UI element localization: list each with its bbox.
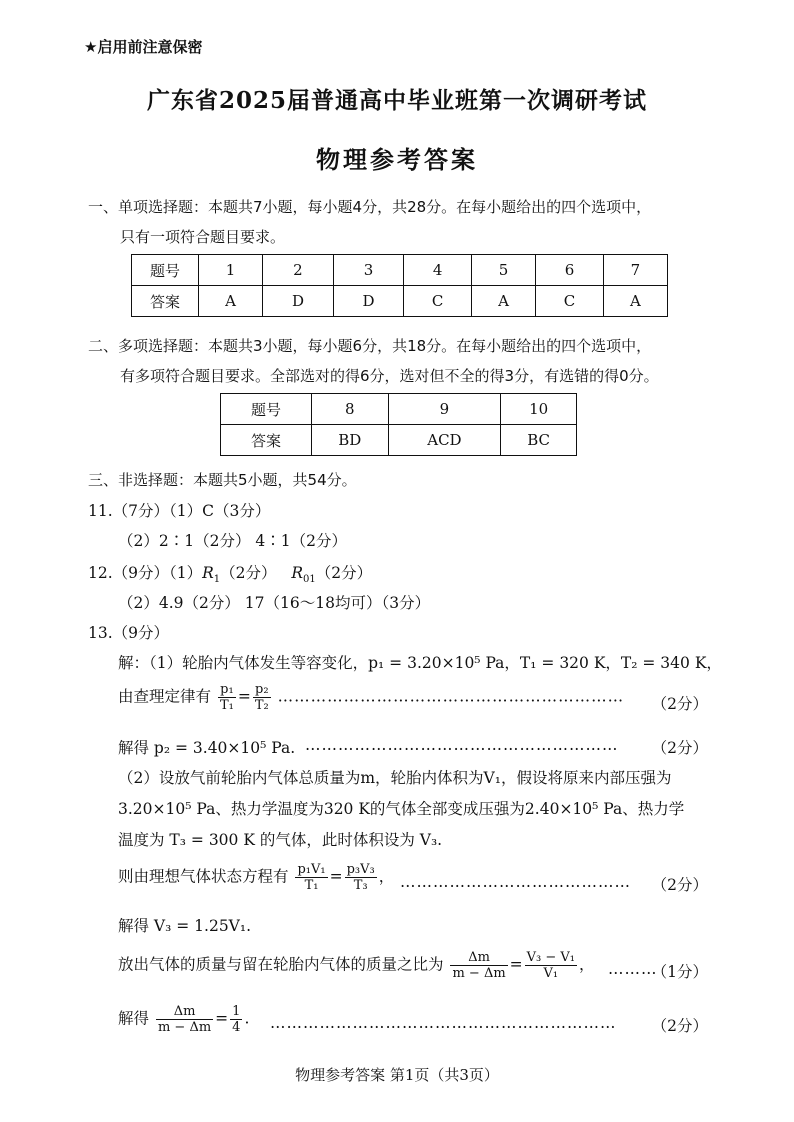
- denominator: T₂: [254, 698, 269, 713]
- page-footer: 物理参考答案 第1页（共3页）: [295, 1066, 499, 1084]
- denominator: 4: [232, 1020, 241, 1035]
- numerator: p₂: [253, 682, 271, 698]
- q13-line9-text: 放出气体的质量与留在轮胎内气体的质量之比为: [118, 955, 444, 974]
- answer-cell: ACD: [388, 425, 501, 456]
- numerator: p₁: [218, 682, 236, 698]
- q13-line5: 3.20×10⁵ Pa、热力学温度为320 K的气体全部变成压强为2.40×10⁵ Pa、热力学: [118, 800, 685, 818]
- answer-cell: A: [603, 286, 667, 317]
- section1-heading: 一、单项选择题：本题共7小题，每小题4分，共28分。在每小题给出的四个选项中，: [88, 198, 652, 216]
- answer-key-title: 物理参考答案: [316, 145, 478, 174]
- confidential-note: ★启用前注意保密: [84, 38, 203, 56]
- answer-cell: A: [199, 286, 263, 317]
- row-label: 题号: [132, 255, 199, 286]
- numerator: 1: [232, 1004, 241, 1019]
- question-number: 1: [199, 255, 263, 286]
- q11-line2: （2）2∶1（2分） 4∶1（2分）: [118, 532, 347, 550]
- section1-answer-table: [131, 254, 668, 317]
- row-label: 题号: [221, 394, 312, 425]
- question-number: 3: [333, 255, 404, 286]
- section3-heading: 三、非选择题：本题共5小题，共54分。: [88, 471, 357, 489]
- question-number: 8: [312, 394, 389, 425]
- fraction: [295, 862, 327, 893]
- question-number: 9: [388, 394, 501, 425]
- table-row: [132, 255, 668, 286]
- resistor-r1-sub: 1: [213, 574, 221, 586]
- leader-dots: ………………………………………………………: [270, 1014, 617, 1032]
- section2-heading: 二、多项选择题：本题共3小题，每小题6分，共18分。在每小题给出的四个选项中，: [88, 337, 652, 355]
- table-row: [221, 394, 577, 425]
- denominator: m − Δm: [157, 1020, 212, 1035]
- q13-line8: 解得 V₃ = 1.25V₁.: [118, 917, 252, 935]
- fraction: [218, 682, 236, 713]
- q12-points1: （2分）: [220, 564, 277, 582]
- q13-line9: 放出气体的质量与留在轮胎内气体的质量之比为 $\frac{\Delta m}{m - \Delta m}$ = $\frac{\text{V₃ − V₁}}{\text{V₁}}$ ，: [118, 950, 595, 981]
- leader-dots: …………………………………………………: [305, 736, 619, 754]
- q13-line3-points: （2分）: [651, 739, 708, 757]
- leader-dots: ………: [608, 960, 658, 978]
- denominator: T₁: [304, 878, 319, 893]
- question-number: 5: [471, 255, 535, 286]
- answer-cell: C: [404, 286, 472, 317]
- q13-line6: 温度为 T₃ = 300 K 的气体，此时体积设为 V₃.: [118, 831, 443, 849]
- q11-line1: 11.（7分）（1）C（3分）: [88, 502, 271, 520]
- q12-part1: 12.（9分）（1）: [88, 564, 203, 582]
- q13-line10-text: 解得: [118, 1009, 150, 1028]
- answer-cell: D: [333, 286, 404, 317]
- resistor-r1: R: [202, 564, 214, 582]
- exam-title: 广东省2025届普通高中毕业班第一次调研考试: [146, 87, 647, 114]
- q13-heading: 13.（9分）: [88, 624, 170, 642]
- row-label: 答案: [132, 286, 199, 317]
- numerator: V₃ − V₁: [526, 950, 576, 965]
- q12-line2: （2）4.9（2分） 17（16～18均可）（3分）: [118, 594, 431, 612]
- q12-points2: （2分）: [315, 564, 373, 582]
- question-number: 2: [263, 255, 334, 286]
- answer-cell: BD: [312, 425, 389, 456]
- q13-line1: 解：（1）轮胎内气体发生等容变化，p₁ = 3.20×10⁵ Pa，T₁ = 320 K，T₂ = 340 K，: [118, 654, 722, 672]
- section2-answer-table: [220, 393, 577, 456]
- numerator: Δm: [450, 950, 507, 966]
- leader-dots: ………………………………………………………: [277, 687, 625, 706]
- q12-line1: [88, 561, 372, 585]
- q13-line7-points: （2分）: [651, 876, 708, 894]
- leader-dots: ……………………………………: [400, 873, 631, 891]
- answer-cell: D: [263, 286, 334, 317]
- fraction: [525, 950, 577, 981]
- table-row: [132, 286, 668, 317]
- q13-line7-text: 则由理想气体状态方程有: [118, 867, 289, 886]
- fraction: [450, 950, 507, 981]
- fraction: [345, 862, 377, 893]
- fraction: [230, 1004, 242, 1035]
- section2-heading-2: 有多项符合题目要求。全部选对的得6分，选对但不全的得3分，有选错的得0分。: [120, 367, 659, 385]
- resistor-r01-sub: 01: [303, 574, 316, 586]
- answer-cell: C: [536, 286, 604, 317]
- question-number: 7: [603, 255, 667, 286]
- answer-cell: BC: [501, 425, 577, 456]
- denominator: V₁: [543, 966, 559, 981]
- q13-line3: 解得 p₂ = 3.40×10⁵ Pa.: [118, 739, 296, 757]
- q13-line7: 则由理想气体状态方程有 $\frac{\text{p₁V₁}}{\text{T₁}}$ = $\frac{\text{p₃V₃}}{\text{T₃}}$ ，: [118, 862, 395, 893]
- q13-line10-points: （2分）: [651, 1017, 708, 1035]
- denominator: T₁: [219, 698, 234, 713]
- q13-line2-points: （2分）: [651, 695, 708, 713]
- question-number: 4: [404, 255, 472, 286]
- q13-line2-text: 由查理定律有: [118, 687, 212, 706]
- answer-cell: A: [471, 286, 535, 317]
- question-number: 10: [501, 394, 577, 425]
- section1-heading-2: 只有一项符合题目要求。: [120, 228, 286, 246]
- fraction: [253, 682, 271, 713]
- fraction: [156, 1004, 213, 1035]
- q13-line2: 由查理定律有 $\frac{\text{p₁}}{\text{T₁}}$ = $\frac{\text{p₂}}{\text{T₂}}$ ………………………………………………………: [118, 682, 625, 713]
- numerator: p₃V₃: [346, 862, 375, 877]
- q13-line9-points: （1分）: [651, 963, 708, 981]
- numerator: Δm: [156, 1004, 213, 1020]
- denominator: m − Δm: [452, 966, 506, 981]
- question-number: 6: [536, 255, 604, 286]
- numerator: p₁V₁: [297, 862, 326, 877]
- row-label: 答案: [221, 425, 312, 456]
- table-row: [221, 425, 577, 456]
- resistor-r01: R: [291, 564, 303, 582]
- denominator: T₃: [353, 878, 368, 893]
- q13-line4: （2）设放气前轮胎内气体总质量为m，轮胎内体积为V₁，假设将原来内部压强为: [118, 769, 672, 787]
- q13-line10: 解得 $\frac{\Delta m}{m - \Delta m}$ = $\frac{1}{4}$ .: [118, 1004, 250, 1035]
